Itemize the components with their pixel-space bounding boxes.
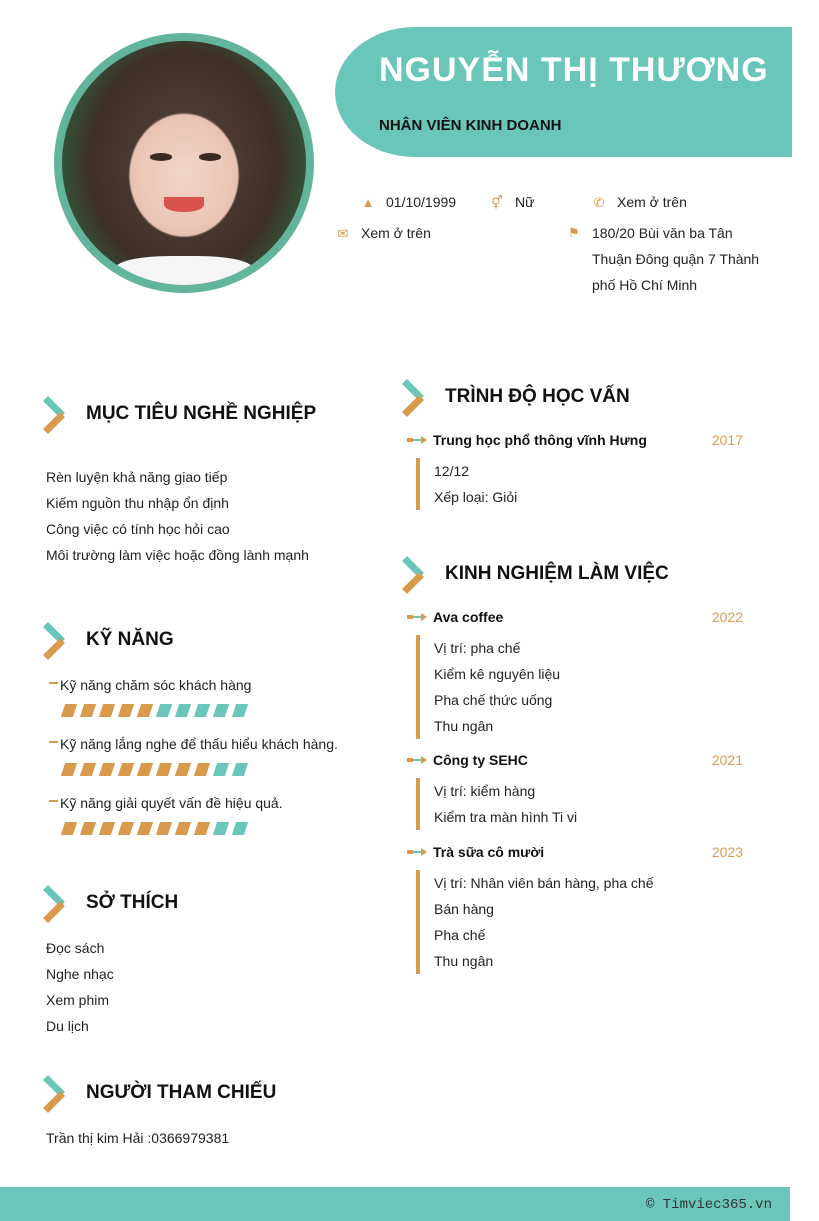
skill-segment-filled xyxy=(137,822,153,835)
education-entry xyxy=(407,430,747,510)
experience-entry xyxy=(407,750,747,830)
skill-segment-empty xyxy=(156,704,172,717)
entry-year: 2023 xyxy=(711,844,743,860)
detail-line: Pha chế xyxy=(434,927,486,943)
detail-line: Xếp loại: Giỏi xyxy=(434,489,518,505)
envelope-icon: ✉ xyxy=(337,226,349,241)
skill-segment-filled xyxy=(175,822,191,835)
skill-level-bar xyxy=(63,704,253,717)
footer-bar xyxy=(0,1187,790,1221)
photo-detail xyxy=(199,153,221,160)
references-list xyxy=(46,1125,229,1151)
arrow-bullet-icon xyxy=(407,848,427,856)
detail-line: Vị trí: kiểm hàng xyxy=(434,783,536,799)
birthday-field xyxy=(360,189,456,216)
arrow-bullet-icon xyxy=(407,756,427,764)
birthday-value: 01/10/1999 xyxy=(386,194,457,210)
company-name: Trà sữa cô mười xyxy=(433,844,545,860)
objective-list xyxy=(46,464,309,568)
skill-segment-filled xyxy=(61,763,77,776)
list-item: Môi trường làm việc hoặc đồng lành mạnh xyxy=(46,547,309,563)
address-value: 180/20 Bùi văn ba Tân Thuận Đông quận 7 Thành phố Hồ Chí Minh xyxy=(592,225,760,293)
section-title: KINH NGHIỆM LÀM VIỆC xyxy=(445,563,669,584)
skill-segment-filled xyxy=(80,704,96,717)
hobbies-list xyxy=(46,935,114,1039)
chevron-icon xyxy=(405,377,431,417)
entry-details xyxy=(416,778,747,830)
skill-item xyxy=(46,795,283,835)
detail-line: Vị trí: Nhân viên bán hàng, pha chế xyxy=(434,875,654,891)
footer-copyright: © Timviec365.vn xyxy=(645,1197,772,1213)
education-heading xyxy=(405,377,630,417)
section-title: MỤC TIÊU NGHỀ NGHIỆP xyxy=(86,403,317,424)
phone-value: Xem ở trên xyxy=(617,194,687,210)
skill-segment-filled xyxy=(175,763,191,776)
gender-field xyxy=(489,189,534,216)
skill-segment-empty xyxy=(213,763,229,776)
skill-segment-filled xyxy=(61,704,77,717)
chevron-icon xyxy=(46,1073,72,1113)
skill-segment-filled xyxy=(137,704,153,717)
detail-line: Thu ngân xyxy=(434,718,494,734)
skill-segment-filled xyxy=(118,822,134,835)
section-title: SỞ THÍCH xyxy=(86,892,179,913)
section-title: TRÌNH ĐỘ HỌC VẤN xyxy=(445,386,630,407)
objective-heading xyxy=(46,394,316,434)
phone-icon: ✆ xyxy=(593,195,605,210)
map-pin-icon: ⚑ xyxy=(568,225,580,240)
email-value: Xem ở trên xyxy=(361,225,431,241)
skill-segment-filled xyxy=(137,763,153,776)
entry-details xyxy=(416,635,747,739)
skill-segment-filled xyxy=(156,763,172,776)
photo-detail xyxy=(164,197,203,212)
arrow-bullet-icon xyxy=(407,436,427,444)
experience-entry xyxy=(407,607,747,739)
list-item: Công việc có tính học hỏi cao xyxy=(46,521,230,537)
section-title: KỸ NĂNG xyxy=(86,629,174,650)
chevron-icon xyxy=(405,554,431,594)
company-name: Ava coffee xyxy=(433,609,504,625)
detail-line: Kiểm kê nguyên liệu xyxy=(434,666,561,682)
skill-name: Kỹ năng chăm sóc khách hàng xyxy=(46,677,253,693)
skill-segment-filled xyxy=(194,763,210,776)
skill-item xyxy=(46,736,338,776)
section-title: NGƯỜI THAM CHIẾU xyxy=(86,1082,277,1103)
experience-heading xyxy=(405,554,669,594)
list-item: Trần thị kim Hải :0366979381 xyxy=(46,1130,230,1146)
profile-photo xyxy=(62,41,306,285)
detail-line: Thu ngân xyxy=(434,953,494,969)
skill-segment-filled xyxy=(118,763,134,776)
phone-field xyxy=(591,189,687,216)
skill-level-bar xyxy=(63,822,283,835)
list-item: Rèn luyện khả năng giao tiếp xyxy=(46,469,228,485)
skill-level-bar xyxy=(63,763,338,776)
photo-detail xyxy=(150,153,172,160)
skill-segment-filled xyxy=(118,704,134,717)
chevron-icon xyxy=(46,394,72,434)
list-item: Nghe nhạc xyxy=(46,966,114,982)
skill-segment-empty xyxy=(232,763,248,776)
list-item: Kiếm nguồn thu nhập ổn định xyxy=(46,495,229,511)
skill-segment-empty xyxy=(194,704,210,717)
candidate-name: NGUYỄN THỊ THƯƠNG xyxy=(379,51,769,89)
skill-segment-filled xyxy=(156,822,172,835)
photo-detail xyxy=(116,256,253,285)
list-item: Xem phim xyxy=(46,992,110,1008)
skill-segment-empty xyxy=(213,704,229,717)
detail-line: Bán hàng xyxy=(434,901,494,917)
detail-line: 12/12 xyxy=(434,463,470,479)
skill-segment-filled xyxy=(80,763,96,776)
address-field xyxy=(566,220,772,298)
skill-name: Kỹ năng giải quyết vấn đề hiệu quả. xyxy=(46,795,283,811)
entry-year: 2022 xyxy=(711,609,743,625)
entry-year: 2021 xyxy=(711,752,743,768)
arrow-bullet-icon xyxy=(407,613,427,621)
chevron-icon xyxy=(46,883,72,923)
detail-line: Vị trí: pha chế xyxy=(434,640,521,656)
gender-value: Nữ xyxy=(515,194,535,210)
email-field xyxy=(335,220,431,247)
skill-segment-filled xyxy=(80,822,96,835)
chevron-icon xyxy=(46,620,72,660)
skills-heading xyxy=(46,620,174,660)
company-name: Công ty SEHC xyxy=(433,752,528,768)
skill-segment-empty xyxy=(213,822,229,835)
school-name: Trung học phổ thông vĩnh Hưng xyxy=(433,432,647,448)
skill-segment-filled xyxy=(99,822,115,835)
skill-segment-filled xyxy=(99,763,115,776)
skill-segment-empty xyxy=(232,822,248,835)
job-title: NHÂN VIÊN KINH DOANH xyxy=(379,117,562,134)
entry-details xyxy=(416,458,747,510)
skill-item xyxy=(46,677,253,717)
name-banner xyxy=(335,27,792,157)
list-item: Du lịch xyxy=(46,1018,89,1034)
detail-line: Pha chế thức uống xyxy=(434,692,553,708)
references-heading xyxy=(46,1073,276,1113)
skill-segment-empty xyxy=(232,704,248,717)
gender-icon: ⚥ xyxy=(491,195,503,210)
entry-details xyxy=(416,870,747,974)
skill-name: Kỹ năng lắng nghe để thấu hiểu khách hàng. xyxy=(46,736,338,752)
list-item: Đọc sách xyxy=(46,940,105,956)
entry-year: 2017 xyxy=(711,432,743,448)
detail-line: Kiểm tra màn hình Ti vi xyxy=(434,809,578,825)
profile-photo-frame xyxy=(54,33,314,293)
skill-segment-filled xyxy=(194,822,210,835)
birthday-cake-icon: ▲ xyxy=(361,195,375,210)
hobbies-heading xyxy=(46,883,178,923)
skill-segment-filled xyxy=(61,822,77,835)
skill-segment-filled xyxy=(99,704,115,717)
experience-entry xyxy=(407,842,747,974)
skill-segment-empty xyxy=(175,704,191,717)
